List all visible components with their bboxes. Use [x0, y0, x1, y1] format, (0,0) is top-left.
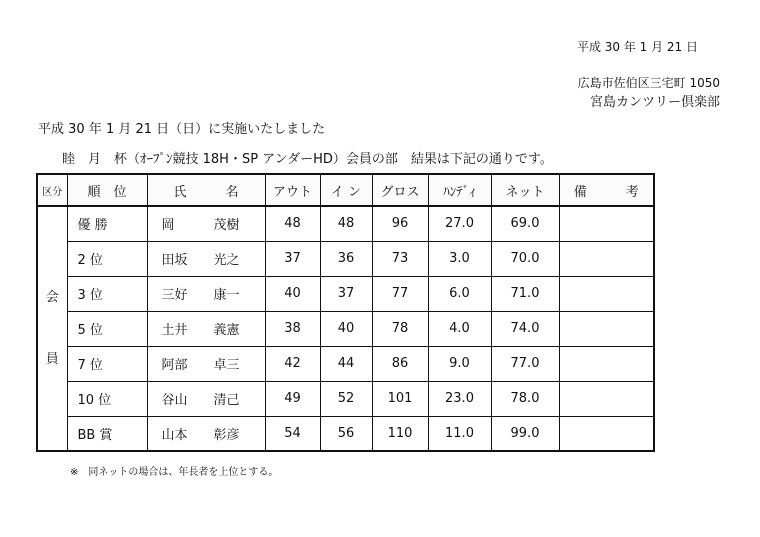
kubun-char: 会	[45, 289, 59, 305]
footnote: ※ 同ネットの場合は、年長者を上位とする。	[70, 467, 279, 478]
out-cell: 48	[265, 206, 320, 241]
results-table	[36, 173, 655, 452]
out-cell: 38	[265, 311, 320, 346]
out-cell: 40	[265, 276, 320, 311]
in-cell: 44	[320, 346, 372, 381]
in-cell: 52	[320, 381, 372, 416]
rank-cell: 10 位	[67, 381, 147, 416]
net-cell: 69.0	[491, 206, 559, 241]
rank-cell: 3 位	[67, 276, 147, 311]
table-row	[37, 346, 654, 381]
name-cell: 三好 康一	[147, 276, 265, 311]
results-headline: 睦 月 杯（ｵｰﾌﾟﾝ競技 18H・SP アンダーHD）会員の部 結果は下記の通りです。	[62, 152, 553, 167]
table-header-row	[37, 174, 654, 206]
gross-cell: 110	[372, 416, 428, 451]
column-header-remarks: 備 考	[559, 174, 654, 206]
rank-cell: 2 位	[67, 241, 147, 276]
table-row	[37, 381, 654, 416]
handicap-cell: 27.0	[428, 206, 491, 241]
intro-text: 平成 30 年 1 月 21 日（日）に実施いたしました	[38, 122, 326, 137]
remarks-cell	[559, 311, 654, 346]
column-header-name: 氏 名	[147, 174, 265, 206]
name-cell: 田坂 光之	[147, 241, 265, 276]
handicap-cell: 6.0	[428, 276, 491, 311]
rank-cell: BB 賞	[67, 416, 147, 451]
document-date: 平成 30 年 1 月 21 日	[576, 40, 698, 54]
table-row	[37, 416, 654, 451]
net-cell: 78.0	[491, 381, 559, 416]
handicap-cell: 23.0	[428, 381, 491, 416]
rank-cell: 5 位	[67, 311, 147, 346]
rank-cell: 7 位	[67, 346, 147, 381]
net-cell: 99.0	[491, 416, 559, 451]
column-header-kubun: 区分	[37, 174, 67, 206]
handicap-cell: 11.0	[428, 416, 491, 451]
remarks-cell	[559, 381, 654, 416]
net-cell: 74.0	[491, 311, 559, 346]
column-header-gross: グロス	[372, 174, 428, 206]
handicap-cell: 3.0	[428, 241, 491, 276]
net-cell: 71.0	[491, 276, 559, 311]
name-cell: 谷山 清己	[147, 381, 265, 416]
gross-cell: 78	[372, 311, 428, 346]
in-cell: 36	[320, 241, 372, 276]
out-cell: 49	[265, 381, 320, 416]
table-row	[37, 276, 654, 311]
column-header-rank: 順 位	[67, 174, 147, 206]
handicap-cell: 9.0	[428, 346, 491, 381]
club-name: 宮島カンツリー倶楽部	[589, 95, 720, 110]
net-cell: 70.0	[491, 241, 559, 276]
remarks-cell	[559, 206, 654, 241]
column-header-handicap: ﾊﾝﾃﾞｨ	[428, 174, 491, 206]
gross-cell: 77	[372, 276, 428, 311]
in-cell: 37	[320, 276, 372, 311]
name-cell: 土井 義憲	[147, 311, 265, 346]
in-cell: 40	[320, 311, 372, 346]
in-cell: 56	[320, 416, 372, 451]
table-row	[37, 206, 654, 241]
out-cell: 37	[265, 241, 320, 276]
gross-cell: 73	[372, 241, 428, 276]
club-address: 広島市佐伯区三宅町 1050	[577, 76, 720, 90]
remarks-cell	[559, 276, 654, 311]
net-cell: 77.0	[491, 346, 559, 381]
remarks-cell	[559, 241, 654, 276]
column-header-in: イ ン	[320, 174, 372, 206]
name-cell: 山本 彰彦	[147, 416, 265, 451]
out-cell: 42	[265, 346, 320, 381]
gross-cell: 101	[372, 381, 428, 416]
handicap-cell: 4.0	[428, 311, 491, 346]
kubun-char: 員	[45, 351, 59, 367]
remarks-cell	[559, 416, 654, 451]
kubun-cell	[37, 206, 67, 451]
name-cell: 岡 茂樹	[147, 206, 265, 241]
gross-cell: 86	[372, 346, 428, 381]
gross-cell: 96	[372, 206, 428, 241]
remarks-cell	[559, 346, 654, 381]
column-header-out: アウト	[265, 174, 320, 206]
table-row	[37, 311, 654, 346]
name-cell: 阿部 卓三	[147, 346, 265, 381]
rank-cell: 優 勝	[67, 206, 147, 241]
table-row	[37, 241, 654, 276]
out-cell: 54	[265, 416, 320, 451]
in-cell: 48	[320, 206, 372, 241]
column-header-net: ネット	[491, 174, 559, 206]
